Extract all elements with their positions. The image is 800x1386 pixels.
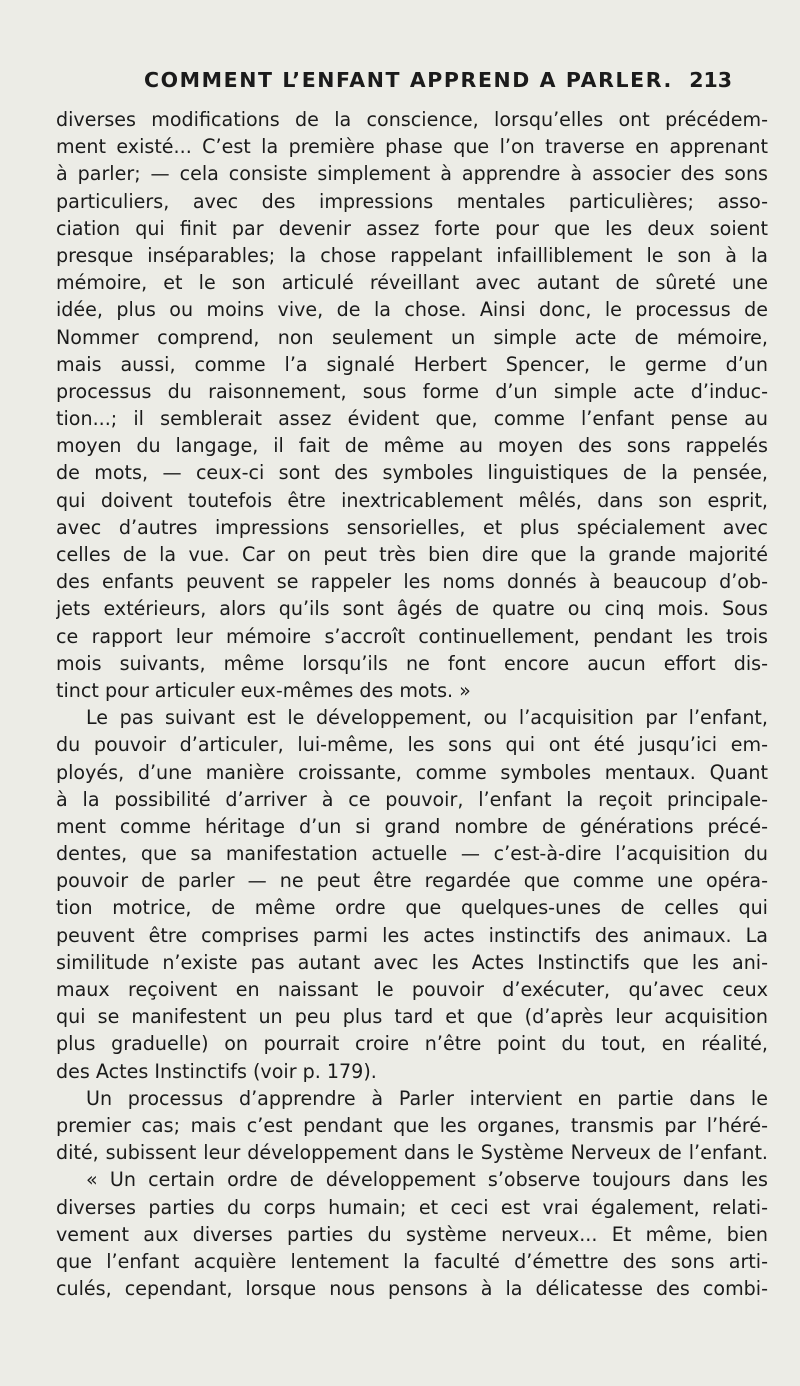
- text-line: diverses modifications de la conscience, lorsqu’elles ont précédem-: [56, 108, 768, 131]
- paragraph-start: Le pas suivant est le développement, ou l’acquisition par l’enfant,: [86, 706, 768, 730]
- text-line: des enfants peuvent se rappeler les noms donnés à beaucoup d’ob-: [56, 570, 768, 594]
- text-line: presque inséparables; la chose rappelant infailliblement le son à la: [56, 243, 768, 267]
- text-line: pouvoir de parler — ne peut être regardée que comme une opéra-: [56, 869, 768, 893]
- text-line: similitude n’existe pas autant avec les Actes Instinctifs que les ani-: [56, 950, 768, 974]
- text-line: moyen du langage, il fait de même au moyen des sons rappelés: [56, 434, 768, 458]
- quote-start: « Un certain ordre de développement s’observe toujours dans les: [86, 1168, 768, 1192]
- text-line: tion motrice, de même ordre que quelques-unes de celles qui: [56, 896, 768, 920]
- text-line: ce rapport leur mémoire s’accroît continuellement, pendant les trois: [56, 624, 768, 648]
- text-line: mémoire, et le son articulé réveillant avec autant de sûreté une: [56, 271, 768, 295]
- paragraph-start: Un processus d’apprendre à Parler intervient en partie dans le: [86, 1086, 768, 1110]
- text-line: avec d’autres impressions sensorielles, et plus spécialement avec: [56, 515, 768, 539]
- text-line: jets extérieurs, alors qu’ils sont âgés de quatre ou cinq mois. Sous: [56, 597, 768, 621]
- text-line: mois suivants, même lorsqu’ils ne font encore aucun effort dis-: [56, 651, 768, 675]
- text-line: culés, cependant, lorsque nous pensons à la délicatesse des combi-: [56, 1277, 768, 1301]
- text-line: qui doivent toutefois être inextricablement mêlés, dans son esprit,: [56, 488, 768, 512]
- text-line: vement aux diverses parties du système nerveux... Et même, bien: [56, 1222, 768, 1246]
- text-line: à parler; — cela consiste simplement à apprendre à associer des sons: [56, 162, 768, 186]
- text-line: qui se manifestent un peu plus tard et que (d’après leur acquisition: [56, 1005, 768, 1029]
- text-line: premier cas; mais c’est pendant que les organes, transmis par l’héré-: [56, 1113, 768, 1137]
- text-line: processus du raisonnement, sous forme d’un simple acte d’induc-: [56, 379, 768, 403]
- page-number: 213: [689, 68, 732, 92]
- text-line: des Actes Instinctifs (voir p. 179).: [56, 1059, 377, 1083]
- text-line: plus graduelle) on pourrait croire n’être point du tout, en réalité,: [56, 1032, 768, 1056]
- text-line: maux reçoivent en naissant le pouvoir d’exécuter, qu’avec ceux: [56, 978, 768, 1001]
- body-text: [56, 106, 768, 1302]
- text-line: Nommer comprend, non seulement un simple acte de mémoire,: [56, 325, 768, 349]
- text-line: ment existé... C’est la première phase que l’on traverse en apprenant: [56, 135, 768, 159]
- text-line: de mots, — ceux-ci sont des symboles linguistiques de la pensée,: [56, 461, 768, 485]
- text-line: à la possibilité d’arriver à ce pouvoir, l’enfant la reçoit principale-: [56, 787, 768, 811]
- text-line: diverses parties du corps humain; et ceci est vrai également, relati-: [56, 1195, 768, 1219]
- text-line: ment comme héritage d’un si grand nombre de générations précé-: [56, 814, 768, 838]
- text-line: tion...; il semblerait assez évident que, comme l’enfant pense au: [56, 407, 768, 431]
- text-line: ciation qui finit par devenir assez forte pour que les deux soient: [56, 216, 768, 240]
- text-line: du pouvoir d’articuler, lui-même, les sons qui ont été jusqu’ici em-: [56, 733, 768, 757]
- text-line: que l’enfant acquière lentement la faculté d’émettre des sons arti-: [56, 1249, 768, 1273]
- text-line: dité, subissent leur développement dans le Système Nerveux de l’enfant.: [56, 1141, 768, 1165]
- text-line: peuvent être comprises parmi les actes instinctifs des animaux. La: [56, 923, 768, 947]
- running-title: COMMENT L’ENFANT APPREND A PARLER.: [144, 68, 673, 92]
- text-line: ployés, d’une manière croissante, comme symboles mentaux. Quant: [56, 760, 768, 784]
- text-line: mais aussi, comme l’a signalé Herbert Spencer, le germe d’un: [56, 352, 768, 376]
- running-header: [56, 68, 760, 94]
- text-line: dentes, que sa manifestation actuelle — c’est-à-dire l’acquisition du: [56, 842, 768, 866]
- text-line: particuliers, avec des impressions mentales particulières; asso-: [56, 189, 768, 213]
- text-line: celles de la vue. Car on peut très bien dire que la grande majorité: [56, 543, 768, 566]
- text-line: tinct pour articuler eux-mêmes des mots. »: [56, 678, 471, 702]
- text-line: idée, plus ou moins vive, de la chose. Ainsi donc, le processus de: [56, 298, 768, 322]
